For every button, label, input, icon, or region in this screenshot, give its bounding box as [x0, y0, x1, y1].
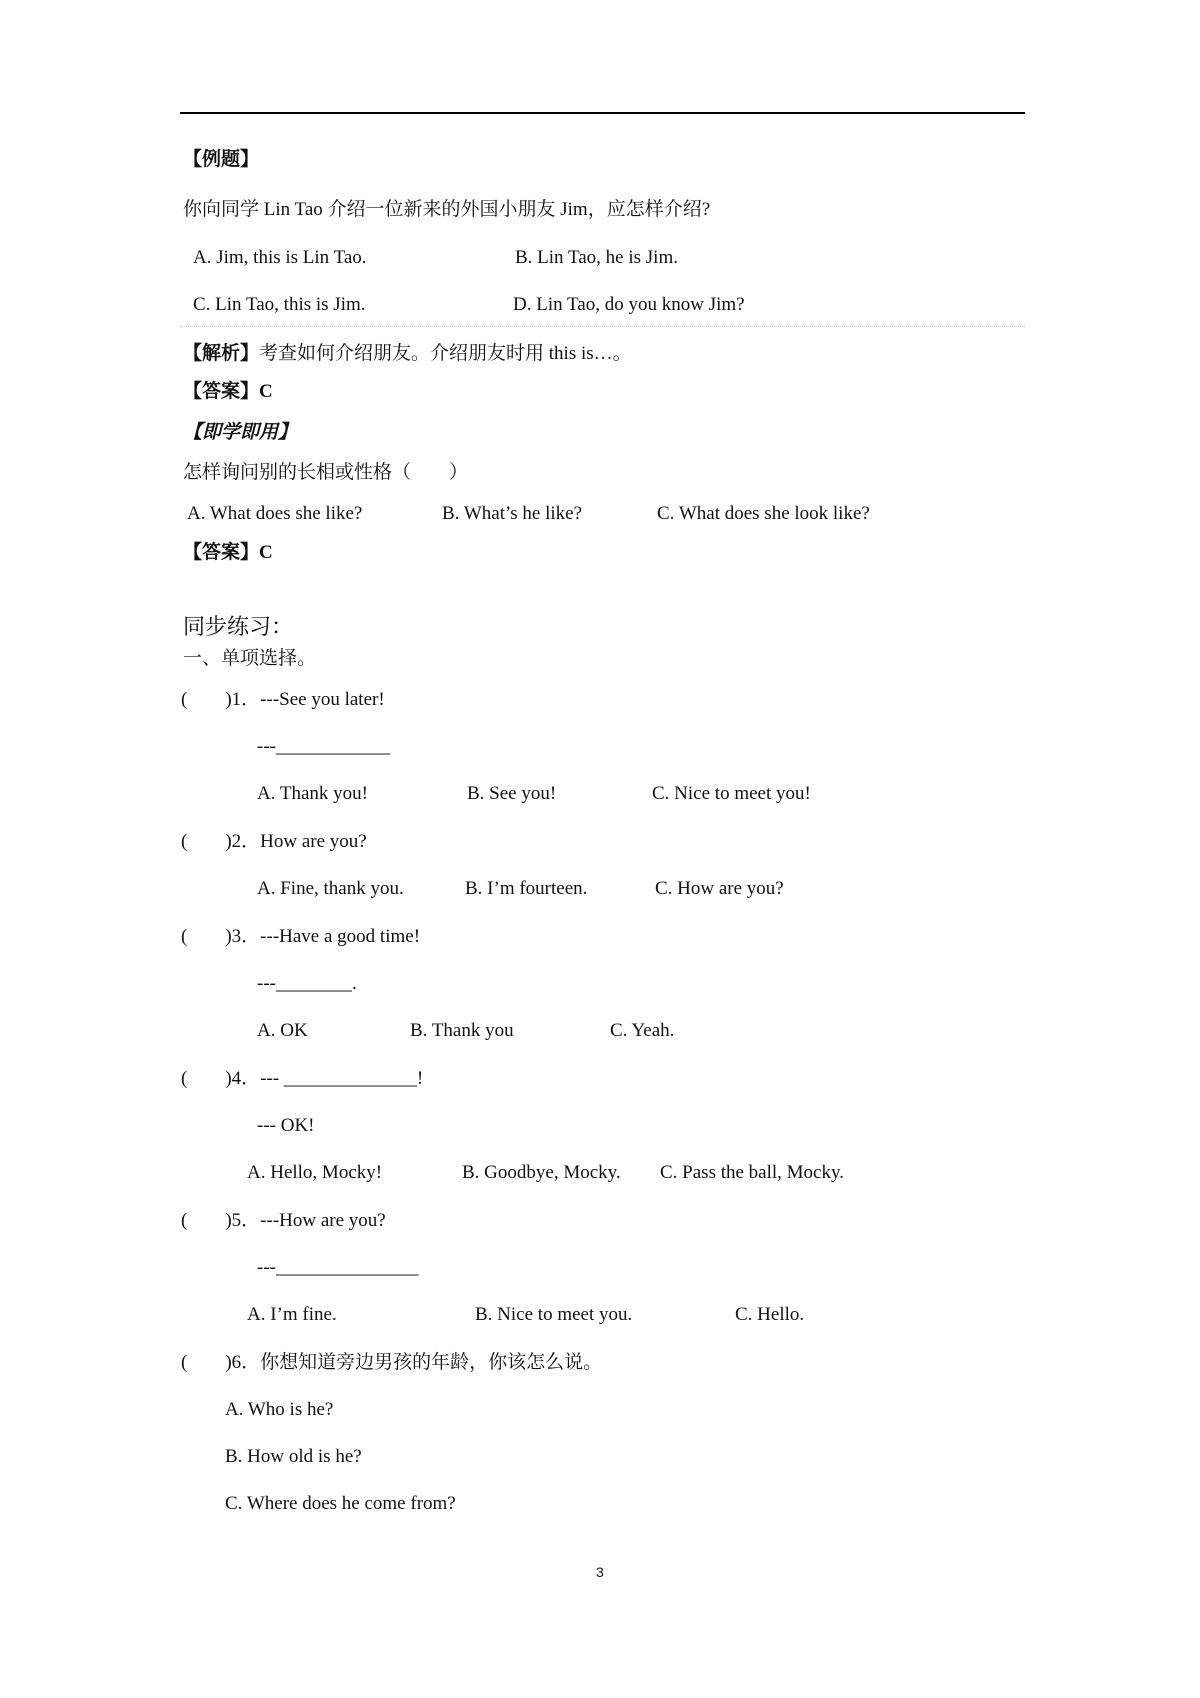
- example-answer-value: C: [259, 381, 273, 402]
- question-1-option-c: C. Nice to meet you!: [652, 783, 811, 804]
- question-1: [181, 688, 385, 712]
- question-3-reply: ---________.: [257, 973, 357, 994]
- question-6-option-c: C. Where does he come from?: [225, 1493, 456, 1514]
- question-5-reply: ---_______________: [257, 1257, 419, 1278]
- practice-now-label: 【即学即用】: [183, 422, 298, 443]
- question-5: [181, 1209, 386, 1233]
- practice-now-option-a: A. What does she like?: [187, 503, 363, 524]
- analysis-text: 考查如何介绍朋友。介绍朋友时用 this is…。: [259, 343, 632, 364]
- question-4-reply: --- OK!: [257, 1115, 315, 1136]
- practice-now-answer-line: [183, 541, 273, 565]
- example-label: 【例题】: [183, 149, 260, 170]
- question-number: 5．: [231, 1210, 261, 1231]
- question-6-option-a: A. Who is he?: [225, 1399, 334, 1420]
- question-4-option-b: B. Goodbye, Mocky.: [462, 1162, 621, 1183]
- question-prompt: ---See you later!: [260, 689, 385, 710]
- practice-now-answer-value: C: [259, 542, 273, 563]
- question-3: [181, 925, 420, 949]
- question-5-option-b: B. Nice to meet you.: [475, 1304, 633, 1325]
- question-1-option-b: B. See you!: [467, 783, 557, 804]
- question-4-option-c: C. Pass the ball, Mocky.: [660, 1162, 845, 1183]
- exercises-title: 同步练习：: [183, 614, 294, 639]
- example-option-c: C. Lin Tao, this is Jim.: [193, 294, 366, 315]
- question-number: 2．: [231, 831, 261, 852]
- answer-paren: ( ): [181, 689, 232, 710]
- answer-paren: ( ): [181, 1210, 232, 1231]
- example-question: 你向同学 Lin Tao 介绍一位新来的外国小朋友 Jim，应怎样介绍?: [183, 199, 711, 220]
- question-2-option-b: B. I’m fourteen.: [465, 878, 588, 899]
- answer-paren: ( ): [181, 1352, 232, 1373]
- question-prompt: ---How are you?: [260, 1210, 386, 1231]
- question-2-option-a: A. Fine, thank you.: [257, 878, 404, 899]
- question-number: 6．: [231, 1352, 261, 1373]
- example-option-a: A. Jim, this is Lin Tao.: [193, 247, 367, 268]
- practice-now-option-c: C. What does she look like?: [657, 503, 870, 524]
- question-6: [181, 1351, 602, 1375]
- answer-paren: ( ): [181, 1068, 232, 1089]
- analysis-label: 【解析】: [183, 343, 260, 364]
- question-4-option-a: A. Hello, Mocky!: [247, 1162, 383, 1183]
- question-4: [181, 1067, 423, 1091]
- question-3-option-c: C. Yeah.: [610, 1020, 675, 1041]
- example-option-b: B. Lin Tao, he is Jim.: [515, 247, 678, 268]
- example-answer-label: 【答案】: [183, 381, 260, 402]
- section-divider: [180, 326, 1025, 327]
- analysis-line: [183, 342, 632, 366]
- answer-paren: ( ): [181, 926, 232, 947]
- question-1-reply: ---____________: [257, 736, 390, 757]
- question-number: 4．: [231, 1068, 261, 1089]
- question-number: 1．: [231, 689, 261, 710]
- header-rule: [180, 112, 1025, 114]
- question-1-option-a: A. Thank you!: [257, 783, 368, 804]
- example-answer-line: [183, 380, 273, 404]
- example-option-d: D. Lin Tao, do you know Jim?: [513, 294, 745, 315]
- question-2: [181, 830, 367, 854]
- question-number: 3．: [231, 926, 261, 947]
- answer-paren: ( ): [181, 831, 232, 852]
- question-prompt: How are you?: [260, 831, 367, 852]
- practice-now-option-b: B. What’s he like?: [442, 503, 583, 524]
- question-prompt: ---Have a good time!: [260, 926, 421, 947]
- practice-now-answer-label: 【答案】: [183, 542, 260, 563]
- question-5-option-c: C. Hello.: [735, 1304, 805, 1325]
- question-3-option-b: B. Thank you: [410, 1020, 514, 1041]
- question-5-option-a: A. I’m fine.: [247, 1304, 337, 1325]
- exercises-section-heading: 一、单项选择。: [183, 648, 317, 669]
- question-6-option-b: B. How old is he?: [225, 1446, 362, 1467]
- practice-now-question: 怎样询问别的长相或性格（ ）: [183, 462, 469, 483]
- page-number: 3: [596, 1564, 604, 1580]
- question-prompt: --- ______________!: [260, 1068, 424, 1089]
- question-3-option-a: A. OK: [257, 1020, 308, 1041]
- question-prompt: 你想知道旁边男孩的年龄，你该怎么说。: [260, 1352, 603, 1373]
- question-2-option-c: C. How are you?: [655, 878, 784, 899]
